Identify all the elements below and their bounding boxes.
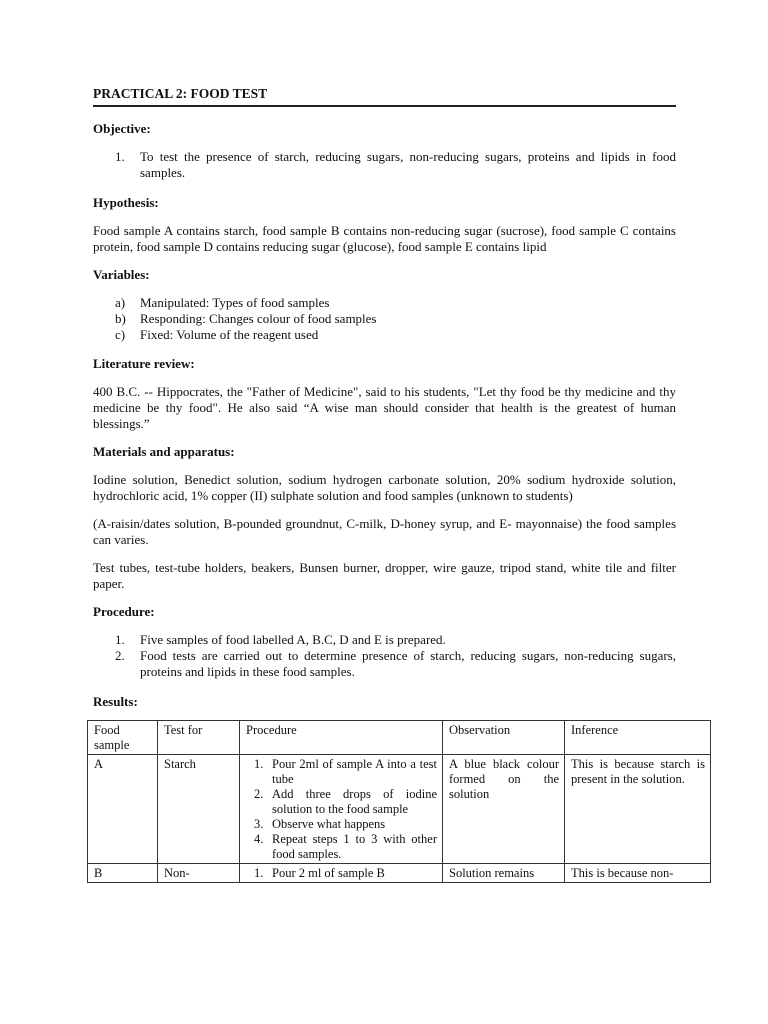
table-row: [88, 864, 711, 883]
table-cell: This is because starch is present in the solution.: [565, 755, 711, 864]
list-number: 1.: [254, 866, 264, 880]
table-cell: Starch: [158, 755, 240, 864]
results-heading: Results:: [93, 694, 138, 709]
list-number: 3.: [254, 817, 264, 831]
table-cell: [240, 755, 443, 864]
procedure-heading: Procedure:: [93, 604, 155, 619]
header-cell: Observation: [443, 721, 565, 755]
table-cell: [240, 864, 443, 883]
list-number: 4.: [254, 832, 264, 846]
list-text: Observe what happens: [272, 817, 386, 831]
list-item: [93, 648, 676, 680]
list-text: Five samples of food labelled A, B.C, D and E is prepared.: [140, 632, 446, 647]
list-number: 1.: [115, 632, 125, 647]
list-item: [246, 787, 437, 817]
table-cell: B: [88, 864, 158, 883]
list-item: [246, 817, 437, 832]
list-number: c): [115, 327, 126, 342]
list-text: To test the presence of starch, reducing sugars, non-reducing sugars, proteins and lipids in food samples.: [140, 149, 676, 180]
procedure-steps: [246, 866, 437, 881]
list-text: Pour 2 ml of sample B: [272, 866, 385, 880]
results-table: [87, 720, 711, 883]
document-page: [93, 86, 705, 883]
list-item: [93, 149, 676, 181]
list-text: Responding: Changes colour of food samples: [140, 311, 377, 326]
list-number: a): [115, 295, 126, 310]
hypothesis-text: Food sample A contains starch, food sample B contains non-reducing sugar (sucrose), food sample C contains protein, food sample D contains reducing sugar (glucose), food sample E contains lipid: [93, 223, 676, 254]
list-item: [246, 757, 437, 787]
materials-heading: Materials and apparatus:: [93, 444, 235, 459]
table-header-row: [88, 721, 711, 755]
list-text: Pour 2ml of sample A into a test tube: [272, 757, 437, 786]
list-number: b): [115, 311, 126, 326]
materials-text: Iodine solution, Benedict solution, sodium hydrogen carbonate solution, 20% sodium hydroxide solution, hydrochloric acid, 1% copper (II) sulphate solution and food samples (unknown to students): [93, 472, 676, 503]
list-item: [93, 327, 676, 343]
objective-heading: Objective:: [93, 121, 151, 136]
hypothesis-heading: Hypothesis:: [93, 195, 159, 210]
list-text: Fixed: Volume of the reagent used: [140, 327, 319, 342]
table-cell: A blue black colour formed on the solution: [443, 755, 565, 864]
table-cell: Non-: [158, 864, 240, 883]
list-text: Food tests are carried out to determine presence of starch, reducing sugars, non-reducing sugars, proteins and lipids in these food samples.: [140, 648, 676, 679]
apparatus-text: Test tubes, test-tube holders, beakers, Bunsen burner, dropper, wire gauze, tripod stand, white tile and filter paper.: [93, 560, 676, 591]
list-number: 1.: [254, 757, 264, 771]
objective-list: [93, 149, 676, 181]
table-cell: This is because non-: [565, 864, 711, 883]
list-item: [93, 295, 676, 311]
header-cell: Test for: [158, 721, 240, 755]
list-number: 2.: [115, 648, 125, 663]
table-cell: A: [88, 755, 158, 864]
table-row: [88, 755, 711, 864]
list-item: [246, 866, 437, 881]
table-cell: Solution remains: [443, 864, 565, 883]
list-number: 1.: [115, 149, 125, 164]
list-text: Repeat steps 1 to 3 with other food samples.: [272, 832, 437, 861]
procedure-list: [93, 632, 676, 680]
literature-text: 400 B.C. -- Hippocrates, the "Father of Medicine", said to his students, "Let thy food be thy medicine and thy medicine be thy food". He also said “A wise man should consider that health is the greatest of human blessings.”: [93, 384, 676, 431]
page-title: PRACTICAL 2: FOOD TEST: [93, 86, 676, 107]
list-number: 2.: [254, 787, 264, 801]
list-text: Manipulated: Types of food samples: [140, 295, 330, 310]
procedure-steps: [246, 757, 437, 862]
list-text: Add three drops of iodine solution to the food sample: [272, 787, 437, 816]
samples-text: (A-raisin/dates solution, B-pounded groundnut, C-milk, D-honey syrup, and E- mayonnaise) the food samples can varies.: [93, 516, 676, 547]
list-item: [93, 632, 676, 648]
list-item: [93, 311, 676, 327]
header-cell: Procedure: [240, 721, 443, 755]
header-cell: Food sample: [88, 721, 158, 755]
literature-heading: Literature review:: [93, 356, 195, 371]
header-cell: Inference: [565, 721, 711, 755]
variables-heading: Variables:: [93, 267, 150, 282]
variables-list: [93, 295, 676, 343]
list-item: [246, 832, 437, 862]
